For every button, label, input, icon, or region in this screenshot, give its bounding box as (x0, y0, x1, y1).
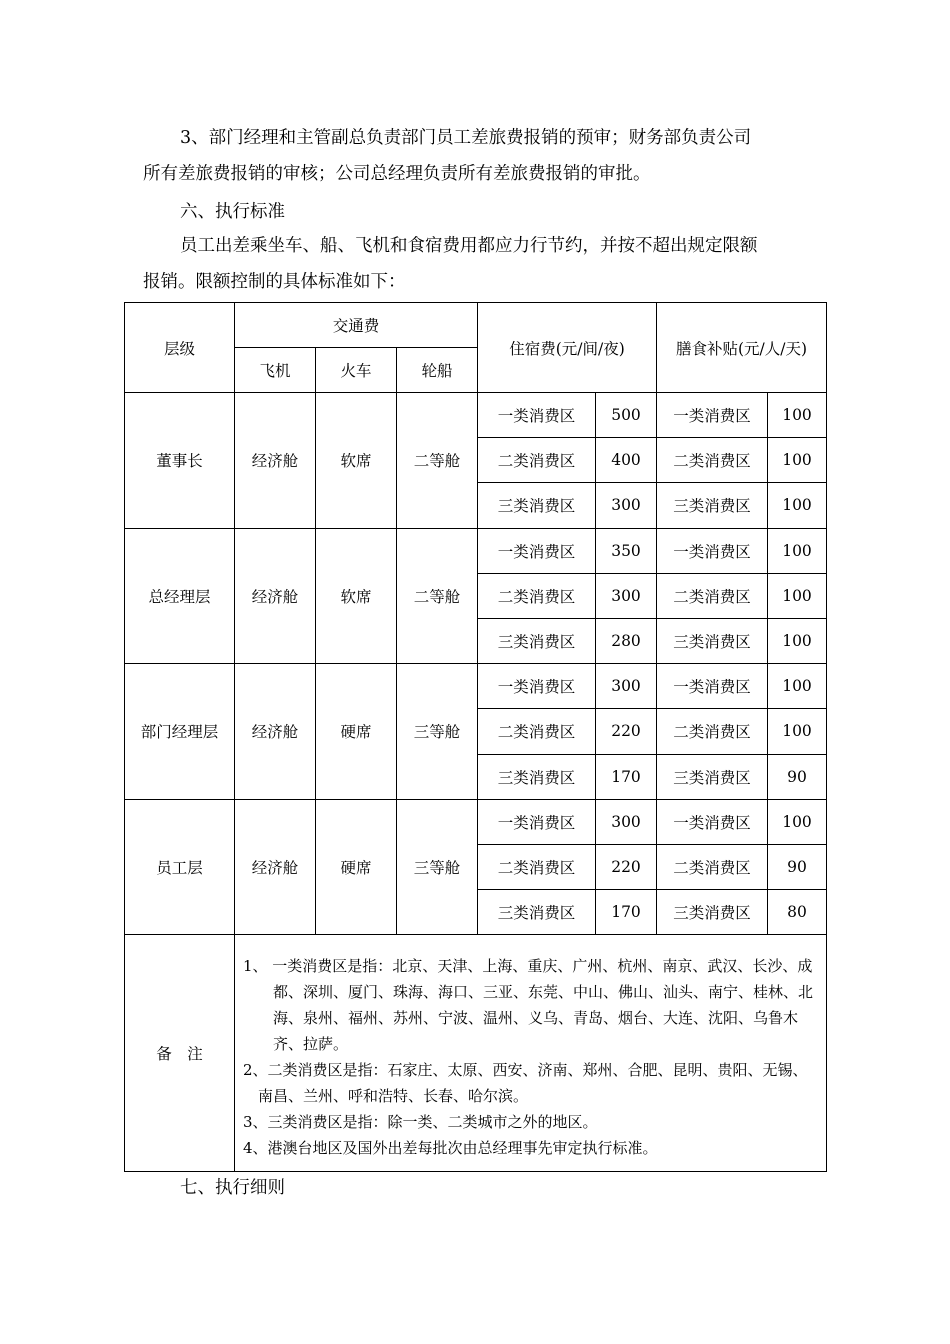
lodging-zone-cell: 三类消费区 (478, 890, 596, 935)
lodging-amount-cell: 300 (596, 483, 657, 528)
paragraph-line: 3、部门经理和主管副总负责部门员工差旅费报销的预审；财务部负责公司 (180, 128, 752, 148)
ship-class-cell: 三等舱 (397, 664, 478, 800)
meal-amount-cell: 100 (768, 438, 827, 483)
meal-zone-cell: 二类消费区 (657, 709, 768, 754)
header-ship: 轮船 (397, 348, 478, 393)
table-row (125, 393, 827, 438)
meal-amount-cell: 90 (768, 844, 827, 889)
meal-amount-cell: 100 (768, 573, 827, 618)
plane-class-cell: 经济舱 (235, 393, 316, 529)
plane-class-cell: 经济舱 (235, 799, 316, 935)
level-cell: 董事长 (125, 393, 235, 529)
train-class-cell: 硬席 (316, 664, 397, 800)
lodging-zone-cell: 三类消费区 (478, 483, 596, 528)
header-meal: 膳食补贴(元/人/天) (657, 303, 827, 393)
meal-zone-cell: 二类消费区 (657, 573, 768, 618)
train-class-cell: 软席 (316, 528, 397, 664)
plane-class-cell: 经济舱 (235, 528, 316, 664)
remark-item: 4、港澳台地区及国外出差每批次由总经理事先审定执行标准。 (243, 1139, 658, 1158)
lodging-zone-cell: 二类消费区 (478, 438, 596, 483)
ship-class-cell: 三等舱 (397, 799, 478, 935)
ship-class-cell: 二等舱 (397, 393, 478, 529)
lodging-zone-cell: 一类消费区 (478, 393, 596, 438)
meal-amount-cell: 100 (768, 664, 827, 709)
meal-zone-cell: 一类消费区 (657, 664, 768, 709)
level-cell: 总经理层 (125, 528, 235, 664)
meal-zone-cell: 一类消费区 (657, 799, 768, 844)
lodging-amount-cell: 350 (596, 528, 657, 573)
lodging-zone-cell: 三类消费区 (478, 754, 596, 799)
lodging-amount-cell: 300 (596, 664, 657, 709)
meal-amount-cell: 80 (768, 890, 827, 935)
plane-class-cell: 经济舱 (235, 664, 316, 800)
lodging-zone-cell: 一类消费区 (478, 799, 596, 844)
header-level: 层级 (125, 303, 235, 393)
lodging-amount-cell: 220 (596, 844, 657, 889)
lodging-zone-cell: 三类消费区 (478, 618, 596, 663)
meal-amount-cell: 100 (768, 799, 827, 844)
remarks-content (235, 935, 827, 1172)
meal-amount-cell: 100 (768, 528, 827, 573)
meal-zone-cell: 三类消费区 (657, 483, 768, 528)
train-class-cell: 软席 (316, 393, 397, 529)
header-transport: 交通费 (235, 303, 478, 348)
lodging-zone-cell: 二类消费区 (478, 709, 596, 754)
meal-zone-cell: 三类消费区 (657, 890, 768, 935)
table-row (125, 799, 827, 844)
remark-item: 3、三类消费区是指：除一类、二类城市之外的地区。 (243, 1113, 598, 1132)
paragraph-line: 员工出差乘坐车、船、飞机和食宿费用都应力行节约，并按不超出规定限额 (180, 236, 758, 256)
paragraph-standards-intro (143, 228, 823, 300)
section-heading-6: 六、执行标准 (180, 202, 285, 222)
header-row (125, 303, 827, 348)
paragraph-line: 报销。限额控制的具体标准如下： (143, 272, 406, 292)
ship-class-cell: 二等舱 (397, 528, 478, 664)
section-heading-7: 七、执行细则 (180, 1178, 285, 1198)
remarks-row (125, 935, 827, 1172)
meal-zone-cell: 三类消费区 (657, 618, 768, 663)
lodging-amount-cell: 170 (596, 890, 657, 935)
meal-amount-cell: 100 (768, 393, 827, 438)
level-cell: 部门经理层 (125, 664, 235, 800)
meal-zone-cell: 三类消费区 (657, 754, 768, 799)
lodging-amount-cell: 500 (596, 393, 657, 438)
header-train: 火车 (316, 348, 397, 393)
lodging-amount-cell: 220 (596, 709, 657, 754)
meal-amount-cell: 90 (768, 754, 827, 799)
lodging-amount-cell: 280 (596, 618, 657, 663)
remarks-label: 备 注 (125, 935, 235, 1172)
lodging-zone-cell: 二类消费区 (478, 844, 596, 889)
lodging-amount-cell: 400 (596, 438, 657, 483)
table-row (125, 664, 827, 709)
meal-zone-cell: 二类消费区 (657, 438, 768, 483)
meal-zone-cell: 一类消费区 (657, 393, 768, 438)
lodging-amount-cell: 170 (596, 754, 657, 799)
expense-standards-table (124, 302, 827, 1172)
lodging-zone-cell: 二类消费区 (478, 573, 596, 618)
meal-zone-cell: 二类消费区 (657, 844, 768, 889)
lodging-amount-cell: 300 (596, 799, 657, 844)
meal-amount-cell: 100 (768, 483, 827, 528)
meal-zone-cell: 一类消费区 (657, 528, 768, 573)
meal-amount-cell: 100 (768, 618, 827, 663)
paragraph-responsibilities (143, 120, 823, 192)
remark-item: 2、二类消费区是指：石家庄、太原、西安、济南、郑州、合肥、昆明、贵阳、无锡、南昌、兰州、呼和浩特、长春、哈尔滨。 (243, 1061, 808, 1106)
table-row (125, 528, 827, 573)
lodging-amount-cell: 300 (596, 573, 657, 618)
lodging-zone-cell: 一类消费区 (478, 528, 596, 573)
train-class-cell: 硬席 (316, 799, 397, 935)
remark-item: 1、 一类消费区是指：北京、天津、上海、重庆、广州、杭州、南京、武汉、长沙、成都、深圳、厦门、珠海、海口、三亚、东莞、中山、佛山、汕头、南宁、桂林、北海、泉州、福州、苏州、宁波、温州、义乌、青岛、烟台、大连、沈阳、乌鲁木齐、拉萨。 (243, 957, 814, 1054)
level-cell: 员工层 (125, 799, 235, 935)
header-lodging: 住宿费(元/间/夜) (478, 303, 657, 393)
meal-amount-cell: 100 (768, 709, 827, 754)
paragraph-line: 所有差旅费报销的审核；公司总经理负责所有差旅费报销的审批。 (143, 164, 651, 184)
lodging-zone-cell: 一类消费区 (478, 664, 596, 709)
header-plane: 飞机 (235, 348, 316, 393)
